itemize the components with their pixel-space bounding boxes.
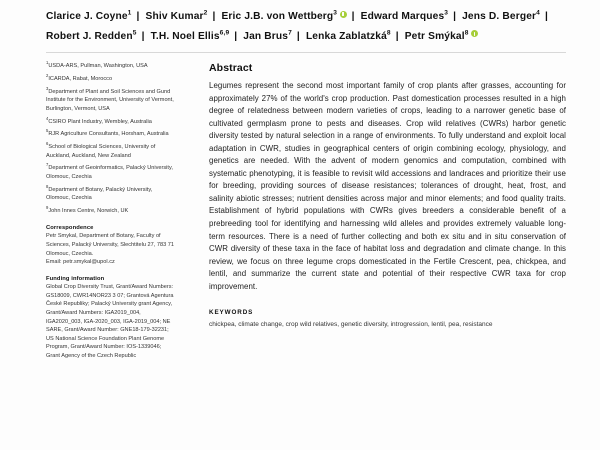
affiliation-item: $^5$RJR Agriculture Consultants, Horsham, Australia [46,128,169,138]
author-affiliation-marker: 1 [127,9,132,17]
affiliation-item: $^7$Department of Geoinformatics, Palacký University, Olomouc, Czechia [46,162,173,181]
author-separator: | [544,11,548,22]
author-name[interactable]: Robert J. Redden$^5$ [46,29,137,42]
author-affiliation-marker: 8 [464,29,469,37]
author-name[interactable]: Clarice J. Coyne$^1$ [46,9,132,22]
author-name[interactable]: Jan Brus$^7$ [243,29,292,42]
author-separator: | [141,30,145,42]
author-name[interactable]: T.H. Noel Ellis$^{6,9}$ [150,29,230,42]
author-affiliation-marker: 2 [203,9,208,17]
author-separator: | [136,11,140,22]
affiliation-marker: 5 [46,128,49,134]
author-separator: | [453,11,457,22]
author-affiliation-marker: 7 [288,29,292,37]
author-name[interactable]: Eric J.B. von Wettberg$^3$ [221,9,338,22]
correspondence-text: Petr Smykal, Department of Botany, Faculty of Sciences, Palacký University, Slechtitelu 27, 783 71 Olomouc, Czechia. [46,233,174,257]
author-separator: | [351,11,355,22]
author-separator: | [212,11,216,22]
affiliation-item: $^1$USDA-ARS, Pullman, Washington, USA [46,60,148,69]
author-name[interactable]: Jens D. Berger$^4$ [462,9,540,22]
keywords-heading: KEYWORDS [209,309,254,317]
author-affiliation-marker: 8 [386,29,391,37]
author-affiliation-marker: 5 [132,29,137,37]
affiliation-marker: 7 [46,162,49,168]
keywords-text: chickpea, climate change, crop wild relatives, genetic diversity, introgression, lentil, pea, resistance [209,321,493,329]
author-name[interactable]: Edward Marques$^3$ [360,9,449,22]
affiliation-item: $^3$Department of Plant and Soil Sciences and Gund Institute for the Environment, University of Vermont, Burlington, Vermont, USA [46,85,174,112]
affiliation-marker: 8 [46,183,49,189]
affiliation-item: $^2$ICARDA, Rabat, Morocco [46,72,113,82]
affiliation-marker: 4 [46,115,49,121]
author-name[interactable]: Shiv Kumar$^2$ [145,9,208,22]
funding-text: Global Crop Diversity Trust, Grant/Award Numbers: GS18009, CWR14NOR23 3 07; Grantová Agentura České Republiky; Palacký University grant Agency, Grant/Award Numbers: IGA2019_004, IGA2020_003, IGA-2020_003, IGA-2019_004; NE SARE, Grant/Award Number: GNE18-179-32231; US National Science Foundation Plant Genome Program, Grant/Award Number: IOS-1339046; Grant Agency of the Czech Republic [46,284,174,359]
author-list [0,0,600,46]
orcid-icon[interactable] [340,11,347,18]
affiliation-item: $^8$Department of Botany, Palacký University, Olomouc, Czechia [46,183,153,202]
affiliation-marker: 3 [46,85,49,91]
abstract-body: Legumes represent the second most important family of crop plants after grasses, accounting for approximately 27% of the world's crop production. Past domestication processes resulted in a high degree of relatedness between modern varieties of crops, leading to a narrower genetic base of cultivated germplasm prone to pests and diseases. Crop wild relatives (CWRs) harbor genetic diversity tested by natural selection in a range of environments. To fully understand and exploit local adaptation in CWR, studies in geographical centers of origin combining ecology, physiology, and genetics are needed. With the advent of modern genomics and computation, combined with systematic phenotyping, it is feasible to revisit wild accessions and landraces and prioritize their use for breeding, providing sources of disease resistances; tolerances of drought, heat, frost, and salinity abiotic stresses; nutrient densities across major and minor elements; and food quality traits. Establishment of hybrid populations with CWRs gives breeders a considerable benefit of a prebreeding tool for identifying and harnessing wild alleles and provides extremely valuable long-term resources. There is a need of further collecting and both ex situ and in situ conservation of CWR diversity of these taxa in the face of habitat loss and degradation and climate change. In this review, we focus on three legume crops domesticated in the Fertile Crescent, pea, chickpea, and lentil, and summarize the current state and potential of their respective CWR taxa for crop improvement. [209,81,566,291]
author-separator: | [234,30,238,42]
affiliation-item: $^6$School of Biological Sciences, University of Auckland, Auckland, New Zealand [46,141,156,159]
author-affiliation-marker: 4 [536,9,540,17]
affiliation-item: $^4$CSIRO Plant Industry, Wembley, Australia [46,115,152,125]
correspondence-heading: Correspondence [46,224,94,231]
funding-heading: Funding information [46,275,105,282]
affiliation-marker: 9 [46,205,49,211]
author-separator: | [395,30,399,42]
affiliation-item: $^9$John Innes Centre, Norwich, UK [46,205,129,215]
author-affiliation-marker: 3 [444,9,449,17]
page-body [0,53,600,361]
left-column [46,62,186,361]
affiliation-marker: 1 [46,60,49,66]
author-name[interactable]: Lenka Zablatzká$^8$ [305,29,391,42]
abstract-heading: Abstract [209,62,253,74]
author-affiliation-marker: 6,9 [219,29,230,37]
orcid-icon[interactable] [471,30,478,37]
correspondence-email[interactable]: Email: petr.smykal@upol.cz [46,259,115,266]
author-affiliation-marker: 3 [333,9,338,17]
author-separator: | [296,30,300,42]
author-name[interactable]: Petr Smýkal$^8$ [404,29,469,42]
right-column [186,62,566,361]
affiliation-marker: 6 [46,141,49,147]
affiliation-marker: 2 [46,72,49,78]
affiliation-list [46,62,176,216]
